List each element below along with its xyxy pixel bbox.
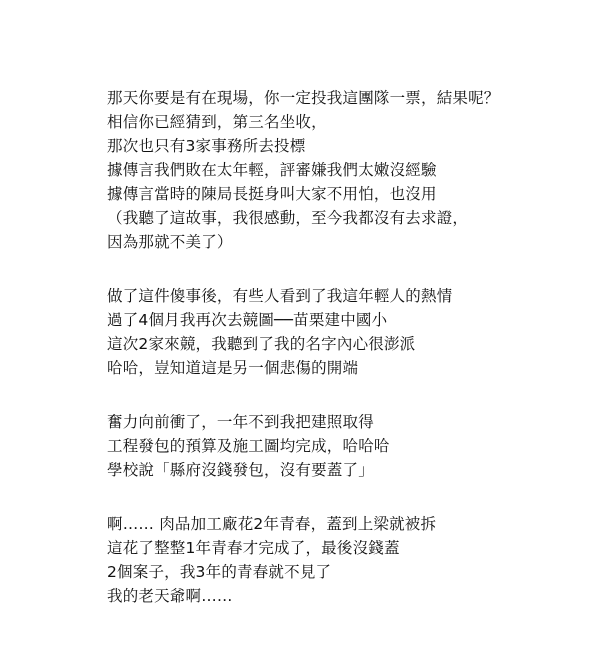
paragraph-1 <box>107 86 607 254</box>
paragraph-3 <box>107 410 607 482</box>
text-line: 我的老天爺啊…… <box>107 587 233 605</box>
paragraph-2 <box>107 284 607 380</box>
text-line: 工程發包的預算及施工圖均完成，哈哈哈 <box>107 437 390 455</box>
text-line: 這次2家來競，我聽到了我的名字內心很澎派 <box>107 335 416 353</box>
text-line: （我聽了這故事，我很感動，至今我都沒有去求證， <box>107 209 469 227</box>
text-line: 奮力向前衝了，一年不到我把建照取得 <box>107 413 374 431</box>
paragraph-gap <box>107 482 607 512</box>
text-line: 相信你已經猜到，第三名坐收， <box>107 113 327 131</box>
text-line: 這花了整整1年青春才完成了，最後沒錢蓋 <box>107 539 400 557</box>
text-line: 那次也只有3家事務所去投標 <box>107 137 306 155</box>
text-line: 2個案子，我3年的青春就不見了 <box>107 563 332 581</box>
text-line: 因為那就不美了） <box>107 233 233 251</box>
paragraph-gap <box>107 380 607 410</box>
text-line: 做了這件傻事後，有些人看到了我這年輕人的熱情 <box>107 287 453 305</box>
text-line: 啊…… 肉品加工廠花2年青春，蓋到上梁就被拆 <box>107 515 437 533</box>
text-line: 據傳言當時的陳局長挺身叫大家不用怕，也沒用 <box>107 185 437 203</box>
document-body <box>107 86 607 608</box>
text-line: 過了4個月我再次去競圖──苗栗建中國小 <box>107 311 388 329</box>
paragraph-4 <box>107 512 607 608</box>
text-line: 學校說「縣府沒錢發包，沒有要蓋了」 <box>107 461 374 479</box>
paragraph-gap <box>107 254 607 284</box>
text-line: 那天你要是有在現場，你一定投我這團隊一票，結果呢？ <box>107 89 500 107</box>
text-line: 據傳言我們敗在太年輕，評審嫌我們太嫩沒經驗 <box>107 161 437 179</box>
text-line: 哈哈，豈知道這是另一個悲傷的開端 <box>107 359 359 377</box>
